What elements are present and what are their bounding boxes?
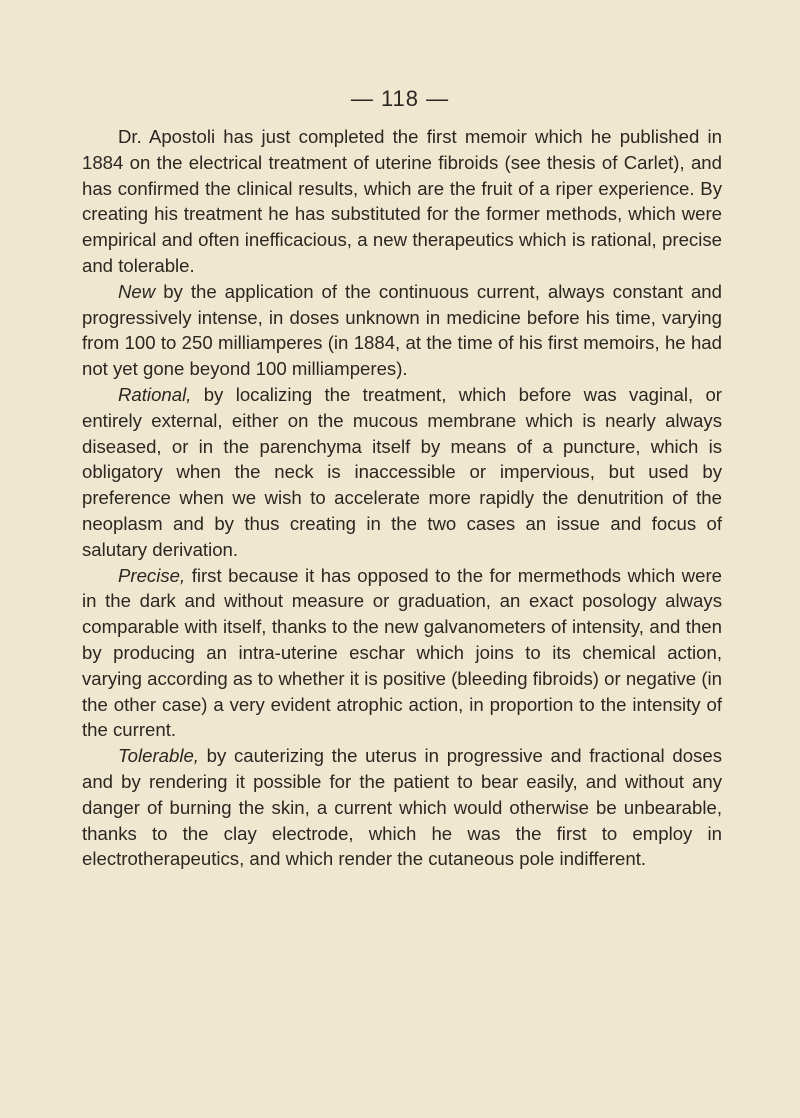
page-number: — 118 — bbox=[350, 86, 450, 111]
body-text bbox=[82, 124, 722, 872]
paragraph-lead: Rational, bbox=[118, 383, 192, 405]
paragraph-lead: Tolerable, bbox=[118, 745, 199, 767]
paragraph-lead: New bbox=[118, 280, 156, 302]
paragraph-rational bbox=[82, 382, 722, 563]
paragraph-intro bbox=[82, 124, 722, 279]
paragraph-text: by the application of the continuous current, always constant and progressively intense, in doses unknown in medicine before his time, varying from 100 to 250 milliamperes (in 1884, at the time of his first memoirs, he had not yet gone beyond 100 milliamperes). bbox=[82, 280, 722, 380]
paragraph-lead: Precise, bbox=[118, 564, 186, 586]
paragraph-text: by localizing the treatment, which before was vaginal, or entirely external, either on the mucous membrane which is nearly always diseased, or in the parenchyma itself by means of a puncture, which is obligatory when the neck is inaccessible or impervious, but used by preference when we wish to accelerate more rapidly the denutrition of the neoplasm and by thus creating in the two cases an issue and focus of salutary derivation. bbox=[82, 383, 722, 560]
paragraph-text: first because it has opposed to the for mermethods which were in the dark and without measure or graduation, an exact posology always comparable with itself, thanks to the new galvanometers of intensity, and then by producing an intra-uterine eschar which joins to its chemical action, varying according as to whether it is positive (bleeding fibroids) or negative (in the other case) a very evident atrophic action, in proportion to the intensity of the current. bbox=[82, 564, 722, 741]
paragraph-text: by cauterizing the uterus in progressive and fractional doses and by rendering it possible for the patient to bear easily, and without any danger of burning the skin, a current which would otherwise be unbearable, thanks to the clay electrode, which he was the first to employ in electrotherapeutics, and which render the cutaneous pole indifferent. bbox=[82, 745, 722, 870]
paragraph-new bbox=[82, 279, 722, 382]
paragraph-text: Dr. Apostoli has just completed the first memoir which he published in 1884 on the electrical treatment of uterine fibroids (see thesis of Carlet), and has confirmed the clinical results, which are the fruit of a riper experience. By creating his treatment he has substituted for the former methods, which were empirical and often inefficacious, a new therapeutics which is rational, precise and tolerable. bbox=[82, 126, 722, 276]
paragraph-tolerable bbox=[82, 743, 722, 872]
paragraph-precise bbox=[82, 563, 722, 744]
